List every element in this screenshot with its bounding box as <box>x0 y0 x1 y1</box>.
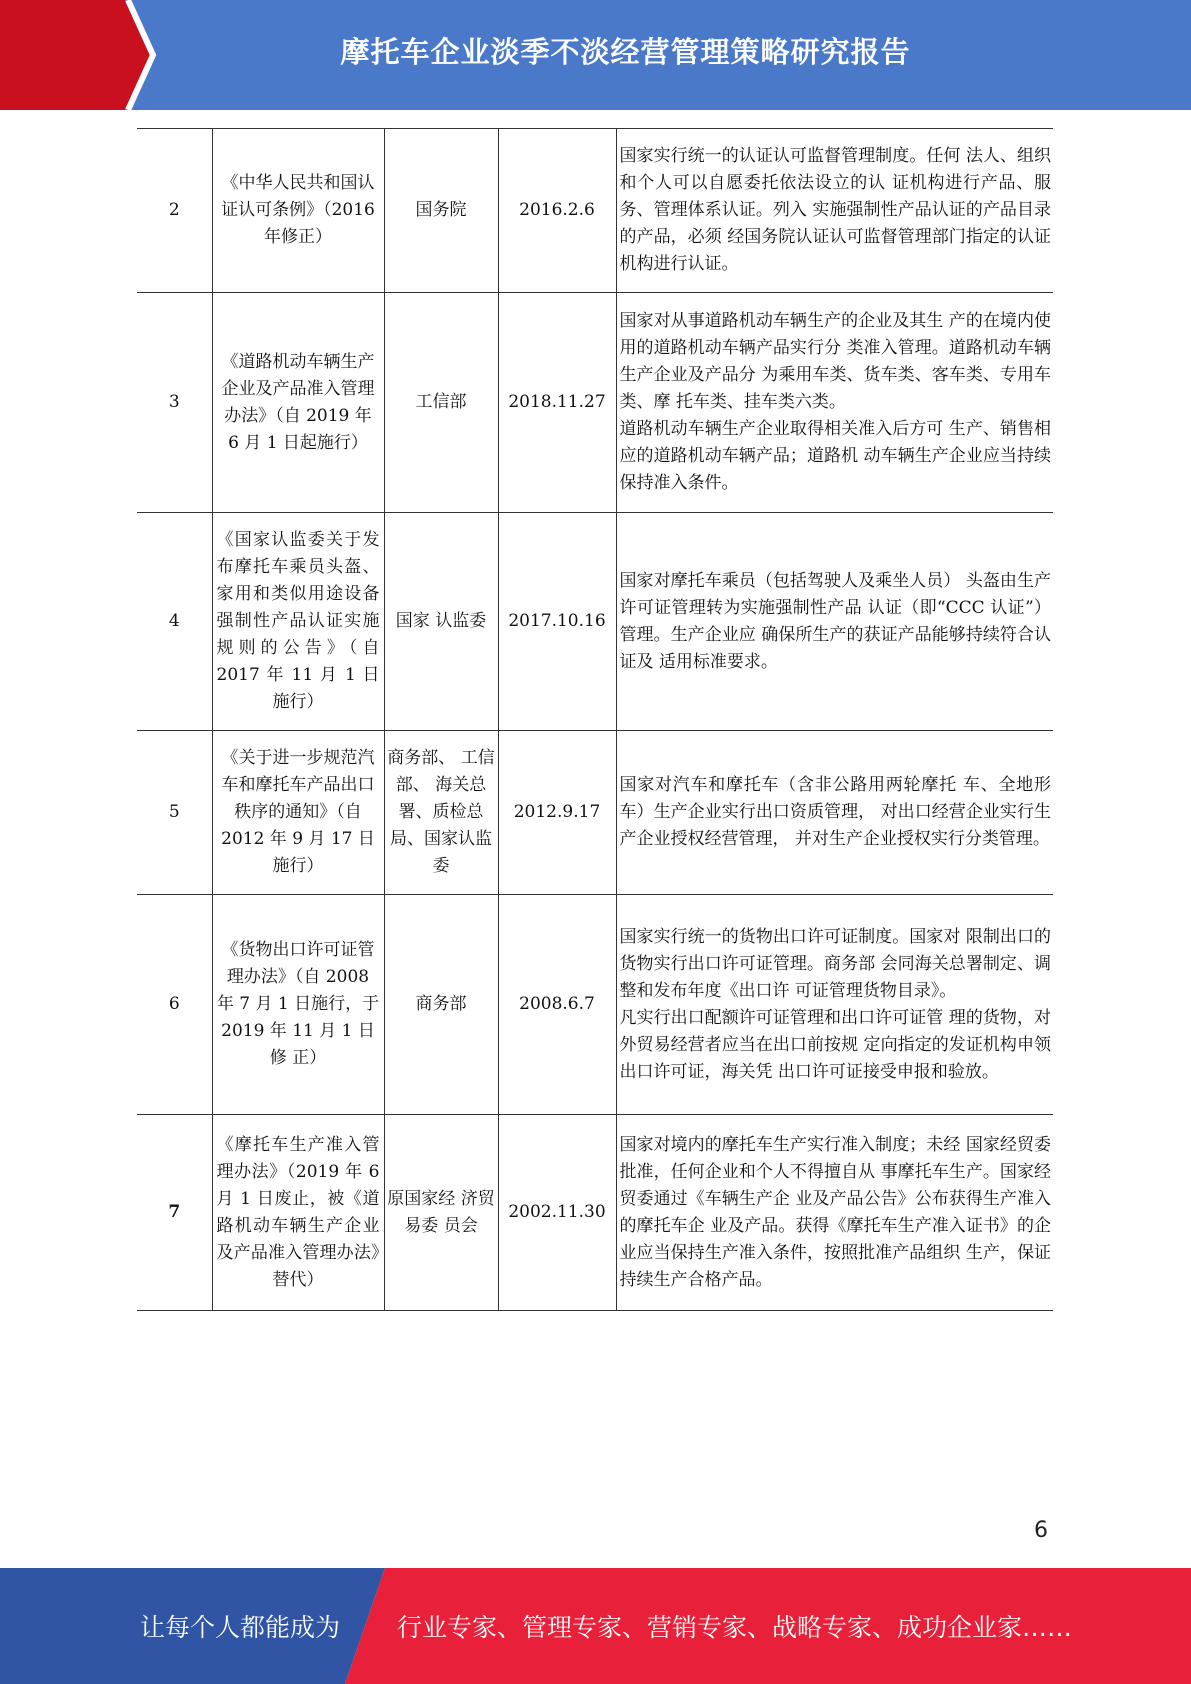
row-number: 3 <box>137 293 212 513</box>
issue-date: 2008.6.7 <box>498 895 616 1115</box>
issuing-authority: 工信部 <box>384 293 498 513</box>
issuing-authority: 国务院 <box>384 129 498 293</box>
regulation-table <box>137 128 1053 1311</box>
issuing-authority: 商务部 <box>384 895 498 1115</box>
content-paragraph: 国家对摩托车乘员（包括驾驶人及乘坐人员） 头盔由生产许可证管理转为实施强制性产品 认证（即“CCC 认证”）管理。生产企业应 确保所生产的获证产品能够持续符合认证及 适用标准要求。 <box>619 570 1051 672</box>
regulation-content <box>616 895 1053 1115</box>
page-header <box>0 0 1191 110</box>
regulation-content <box>616 129 1053 293</box>
page-number: 6 <box>1034 1518 1048 1543</box>
regulation-title: 《货物出口许可证管理办法》（自 2008 年 7 月 1 日施行，于 2019 年 11 月 1 日修 正） <box>212 895 384 1115</box>
issue-date: 2002.11.30 <box>498 1115 616 1311</box>
content-paragraph: 国家对境内的摩托车生产实行准入制度；未经 国家经贸委批准，任何企业和个人不得擅自从 事摩托车生产。国家经贸委通过《车辆生产企 业及产品公告》公布获得生产准入的摩托车企 业及产品。获得《摩托车生产准入证书》的企 业应当保持生产准入条件，按照批准产品组织 生产，保证持续生产合格产品。 <box>619 1134 1051 1290</box>
footer-slogan-right: 行业专家、管理专家、营销专家、战略专家、成功企业家…… <box>397 1613 1073 1642</box>
row-number: 7 <box>137 1115 212 1311</box>
table-row <box>137 129 1053 293</box>
regulation-content <box>616 293 1053 513</box>
footer-slogan-left: 让每个人都能成为 <box>140 1613 341 1642</box>
regulation-title: 《道路机动车辆生产企业及产品准入管理办法》（自 2019 年 6 月 1 日起施行） <box>212 293 384 513</box>
table-row <box>137 513 1053 731</box>
table-row <box>137 1115 1053 1311</box>
row-number: 6 <box>137 895 212 1115</box>
content-paragraph: 国家对从事道路机动车辆生产的企业及其生 产的在境内使用的道路机动车辆产品实行分 类准入管理。道路机动车辆生产企业及产品分 为乘用车类、货车类、客车类、专用车类、摩 托车类、挂车类六类。 <box>619 311 1051 412</box>
issue-date: 2012.9.17 <box>498 731 616 895</box>
table-row <box>137 895 1053 1115</box>
content-paragraph: 国家实行统一的认证认可监督管理制度。任何 法人、组织和个人可以自愿委托依法设立的认 证机构进行产品、服务、管理体系认证。列入 实施强制性产品认证的产品目录的产品，必须 经国务院认证认可监督管理部门指定的认证 机构进行认证。 <box>619 146 1051 274</box>
regulation-title: 《中华人民共和国认证认可条例》（2016 年修正） <box>212 129 384 293</box>
regulation-content <box>616 731 1053 895</box>
row-number: 5 <box>137 731 212 895</box>
content-paragraph: 凡实行出口配额许可证管理和出口许可证管 理的货物，对外贸易经营者应当在出口前按规 定向指定的发证机构申领出口许可证，海关凭 出口许可证接受申报和验放。 <box>619 1007 1051 1082</box>
regulation-title: 《国家认监委关于发布摩托车乘员头盔、家用和类似用途设备强制性产品认证实施规则的公告》（自 2017 年 11 月 1 日施行） <box>212 513 384 731</box>
issuing-authority: 原国家经 济贸易委 员会 <box>384 1115 498 1311</box>
issue-date: 2016.2.6 <box>498 129 616 293</box>
regulation-content <box>616 1115 1053 1311</box>
table-row <box>137 293 1053 513</box>
regulation-content <box>616 513 1053 731</box>
issue-date: 2018.11.27 <box>498 293 616 513</box>
issue-date: 2017.10.16 <box>498 513 616 731</box>
issuing-authority: 商务部、 工信部、 海关总署、质检总局、国家认监委 <box>384 731 498 895</box>
table-row <box>137 731 1053 895</box>
row-number: 4 <box>137 513 212 731</box>
header-red-arrow <box>0 0 150 110</box>
row-number: 2 <box>137 129 212 293</box>
regulation-title: 《关于进一步规范汽车和摩托车产品出口秩序的通知》（自 2012 年 9 月 17 日施行） <box>212 731 384 895</box>
issuing-authority: 国家 认监委 <box>384 513 498 731</box>
report-title: 摩托车企业淡季不淡经营管理策略研究报告 <box>340 34 911 69</box>
content-paragraph: 国家对汽车和摩托车（含非公路用两轮摩托 车、全地形车）生产企业实行出口资质管理， 对出口经营企业实行生产企业授权经营管理， 并对生产企业授权实行分类管理。 <box>619 775 1051 849</box>
content-paragraph: 国家实行统一的货物出口许可证制度。国家对 限制出口的货物实行出口许可证管理。商务部 会同海关总署制定、调整和发布年度《出口许 可证管理货物目录》。 <box>619 926 1051 1001</box>
content-paragraph: 道路机动车辆生产企业取得相关准入后方可 生产、销售相应的道路机动车辆产品；道路机 动车辆生产企业应当持续保持准入条件。 <box>619 419 1051 493</box>
regulation-title: 《摩托车生产准入管理办法》（2019 年 6 月 1 日废止，被《道路机动车辆生产企业及产品准入管理办法》替代） <box>212 1115 384 1311</box>
page-footer <box>0 1568 1191 1684</box>
